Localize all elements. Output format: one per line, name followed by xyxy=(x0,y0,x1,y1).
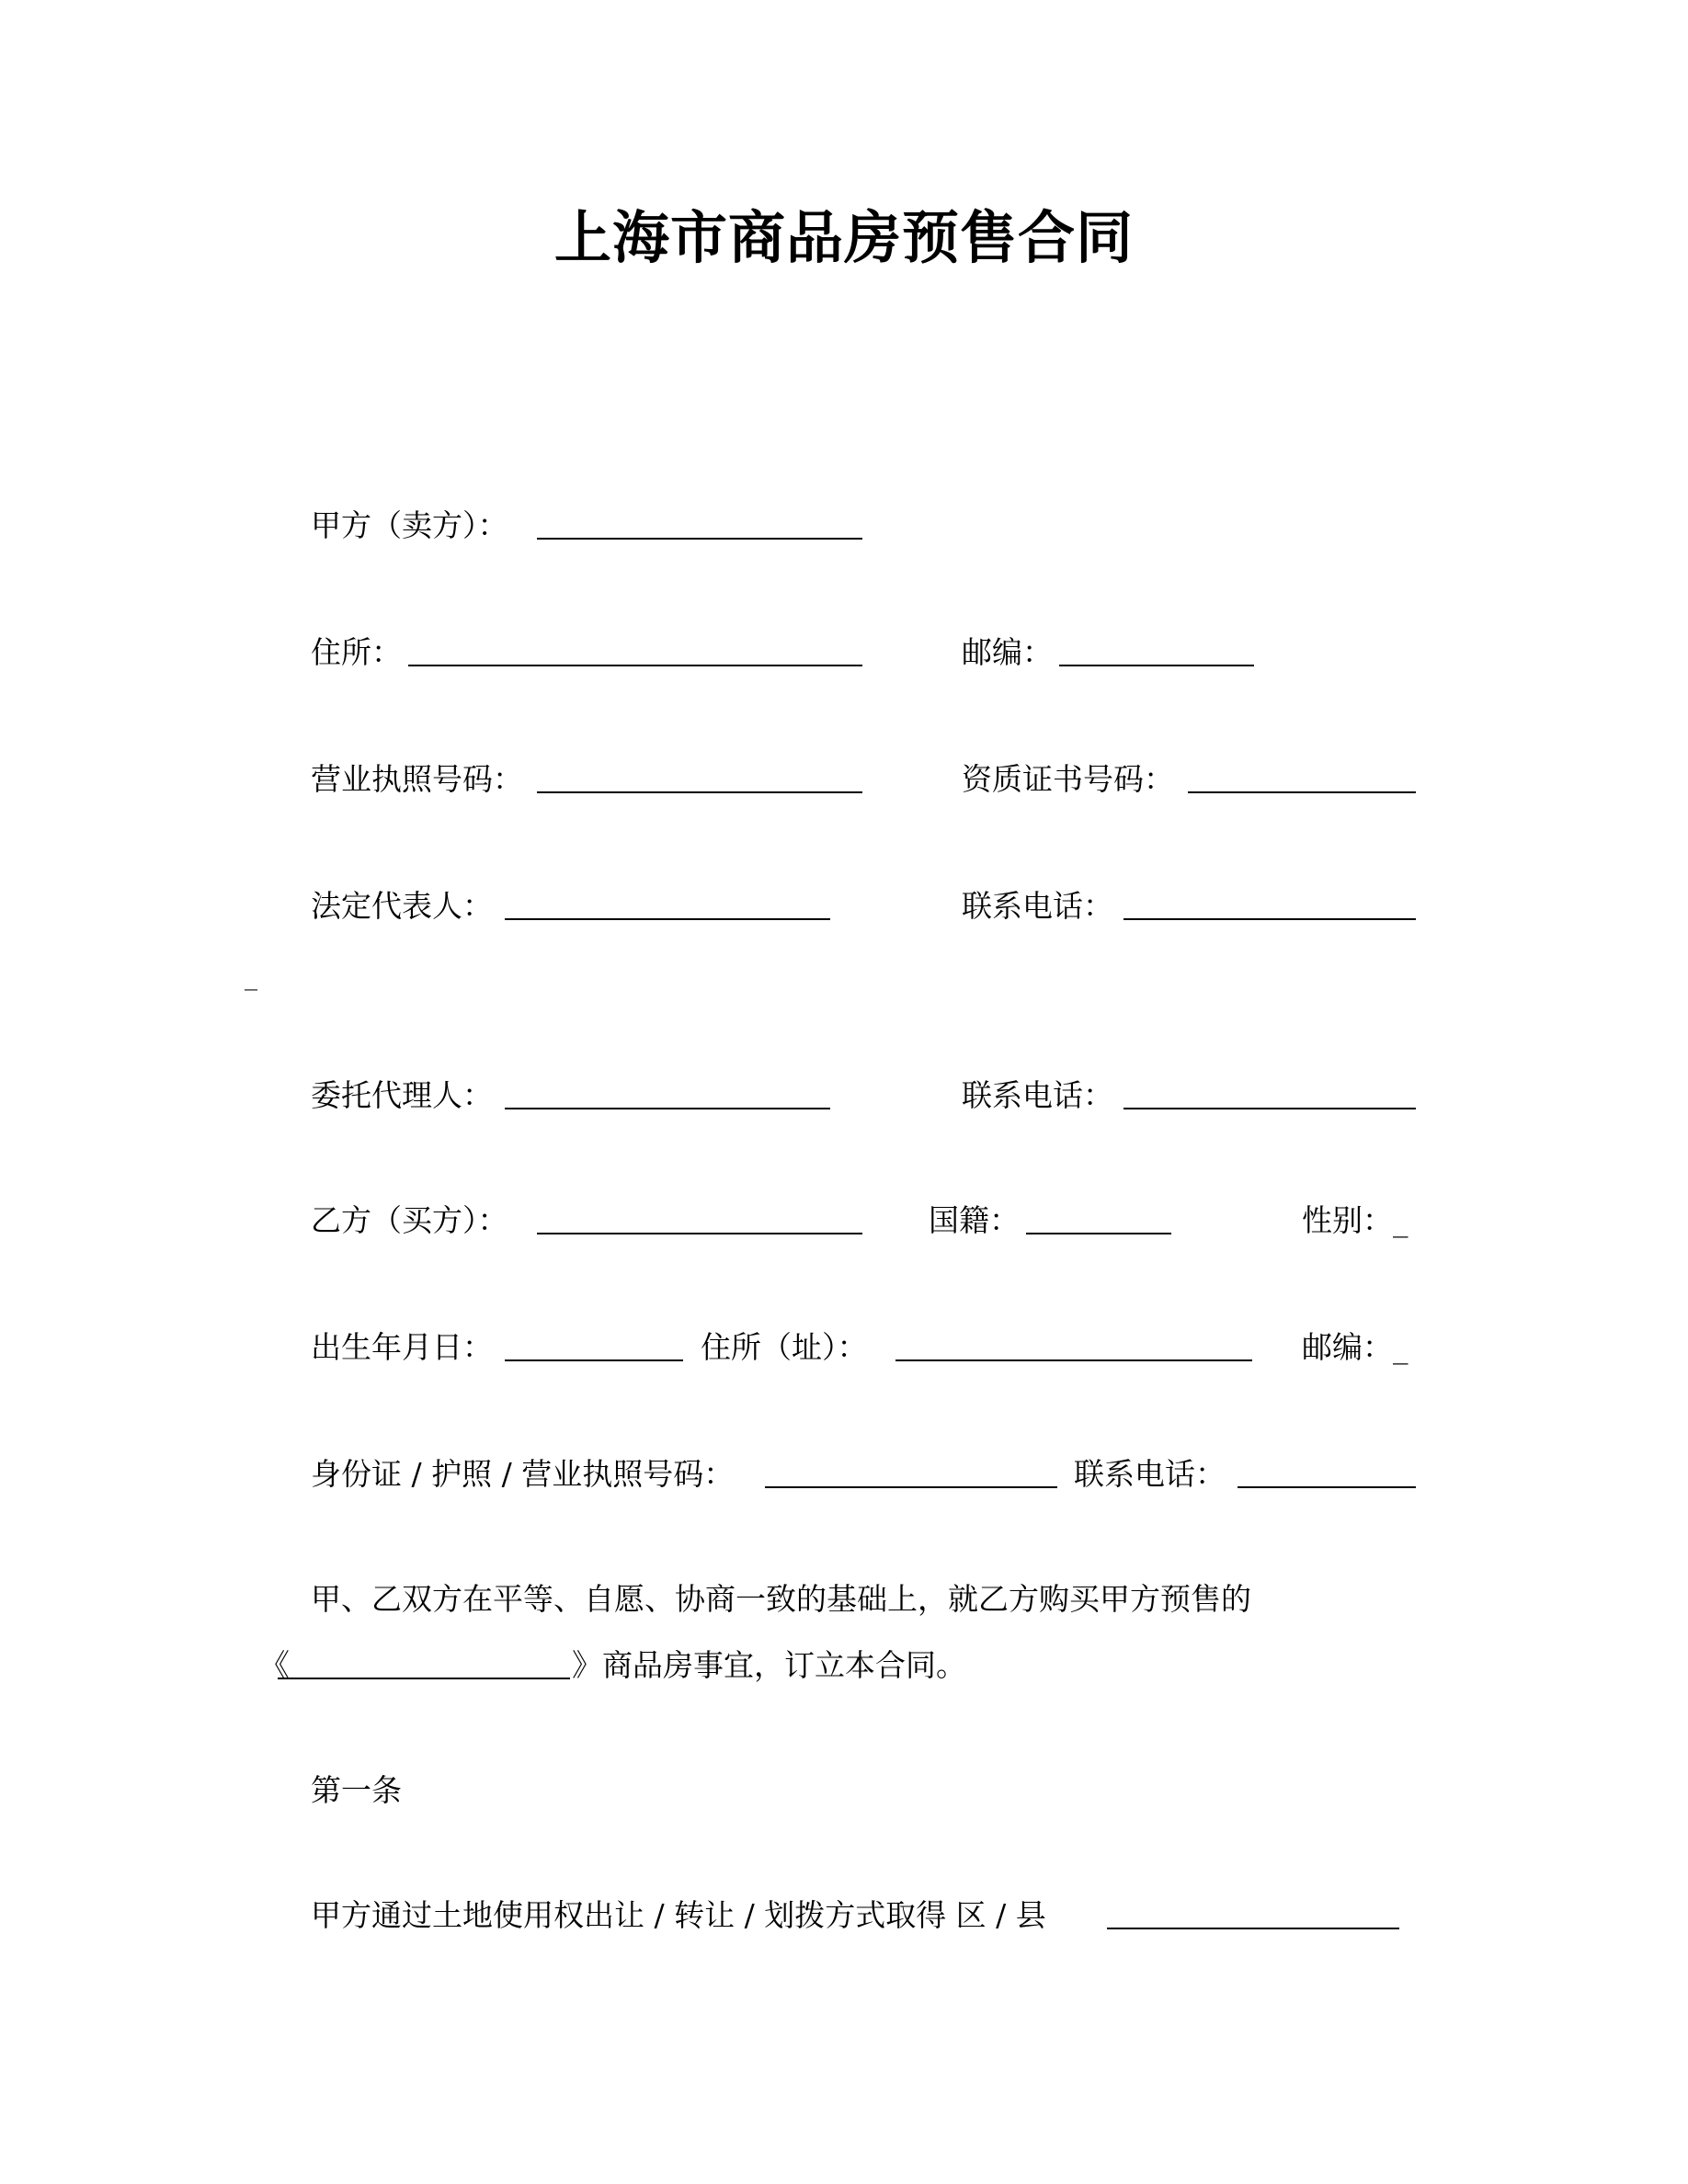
buyer-id-blank[interactable] xyxy=(765,1486,1057,1488)
agent-label: 委托代理人： xyxy=(311,1077,493,1113)
buyer-label: 乙方（买方）： xyxy=(311,1202,508,1238)
article-1-heading: 第一条 xyxy=(311,1772,402,1808)
buyer-phone-blank[interactable] xyxy=(1237,1486,1416,1488)
seller-license-blank[interactable] xyxy=(537,791,862,793)
legal-rep-phone-label: 联系电话： xyxy=(962,888,1113,924)
seller-qualification-label: 资质证书号码： xyxy=(962,761,1174,797)
agent-phone-blank[interactable] xyxy=(1123,1108,1416,1109)
project-name-blank[interactable] xyxy=(278,1678,570,1679)
legal-rep-phone-blank[interactable] xyxy=(1123,918,1416,920)
article-1-text: 甲方通过土地使用权出让 / 转让 / 划拨方式取得 区 / 县 xyxy=(311,1897,1046,1933)
buyer-address-label: 住所（址）： xyxy=(701,1329,868,1365)
buyer-phone-label: 联系电话： xyxy=(1074,1456,1226,1492)
buyer-address-blank[interactable] xyxy=(895,1359,1252,1361)
stray-underscore: _ xyxy=(245,961,257,991)
buyer-nationality-blank[interactable] xyxy=(1026,1233,1171,1234)
buyer-birth-blank[interactable] xyxy=(505,1359,683,1361)
buyer-name-blank[interactable] xyxy=(537,1233,862,1234)
district-blank[interactable] xyxy=(1107,1928,1399,1929)
seller-postcode-blank[interactable] xyxy=(1059,665,1254,666)
legal-rep-label: 法定代表人： xyxy=(311,888,493,924)
legal-rep-blank[interactable] xyxy=(505,918,830,920)
buyer-gender-label: 性别：_ xyxy=(1302,1202,1409,1238)
agent-blank[interactable] xyxy=(505,1108,830,1109)
preamble-open-bracket: 《 xyxy=(259,1647,290,1683)
buyer-birth-label: 出生年月日： xyxy=(311,1329,493,1365)
buyer-nationality-label: 国籍： xyxy=(929,1202,1020,1238)
seller-postcode-label: 邮编： xyxy=(962,634,1053,670)
seller-qualification-blank[interactable] xyxy=(1188,791,1416,793)
buyer-id-label: 身份证 / 护照 / 营业执照号码： xyxy=(311,1456,735,1492)
preamble-line-1: 甲、乙双方在平等、自愿、协商一致的基础上，就乙方购买甲方预售的 xyxy=(311,1581,1251,1617)
seller-name-blank[interactable] xyxy=(537,538,862,540)
seller-license-label: 营业执照号码： xyxy=(311,761,523,797)
seller-address-label: 住所： xyxy=(311,634,402,670)
seller-label: 甲方（卖方）： xyxy=(311,507,508,543)
seller-address-blank[interactable] xyxy=(408,665,862,666)
page-title: 上海市商品房预售合同 xyxy=(553,204,1134,271)
agent-phone-label: 联系电话： xyxy=(962,1077,1113,1113)
buyer-postcode-label: 邮编：_ xyxy=(1302,1329,1409,1365)
preamble-line-2: 》商品房事宜，订立本合同。 xyxy=(572,1647,966,1683)
